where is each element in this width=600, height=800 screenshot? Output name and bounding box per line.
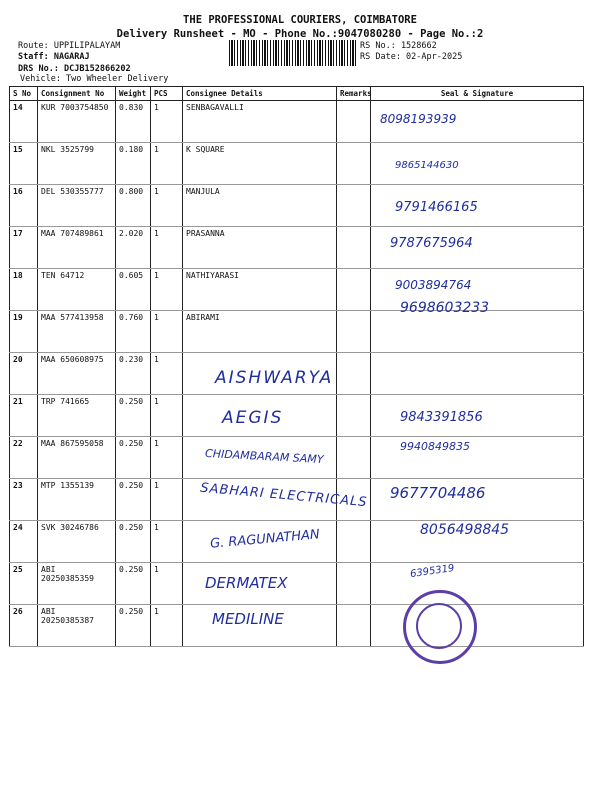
signature: 6395319 xyxy=(409,562,456,581)
cell-consignment: KUR 7003754850 xyxy=(38,101,116,143)
company-title: THE PROFESSIONAL COURIERS, COIMBATORE xyxy=(183,14,417,26)
col-signature: Seal & Signature xyxy=(371,87,584,101)
cell-pcs: 1 xyxy=(151,311,183,353)
cell-consignment: ABI 20250385359 xyxy=(38,563,116,605)
cell-signature xyxy=(371,353,584,395)
col-consignment: Consignment No xyxy=(38,87,116,101)
cell-pcs: 1 xyxy=(151,269,183,311)
cell-consignee: ABIRAMI xyxy=(183,311,337,353)
cell-consignment: MAA 867595058 xyxy=(38,437,116,479)
signature: 9003894764 xyxy=(395,278,472,292)
col-consignee: Consignee Details xyxy=(183,87,337,101)
cell-pcs: 1 xyxy=(151,143,183,185)
cell-weight: 0.250 xyxy=(116,563,151,605)
rs-number: RS No.: 1528662 xyxy=(360,41,437,51)
seal-inner-ring xyxy=(416,603,462,649)
signature: 9865144630 xyxy=(395,160,459,171)
cell-pcs: 1 xyxy=(151,521,183,563)
col-sno: S No xyxy=(10,87,38,101)
handwritten-name: AEGIS xyxy=(222,408,284,428)
cell-sno: 19 xyxy=(10,311,38,353)
cell-remarks xyxy=(337,563,371,605)
company-seal-stamp xyxy=(403,590,477,664)
cell-weight: 0.800 xyxy=(116,185,151,227)
cell-remarks xyxy=(337,311,371,353)
signature: 9787675964 xyxy=(390,236,473,251)
signature: 9843391856 xyxy=(400,410,483,425)
cell-weight: 0.250 xyxy=(116,479,151,521)
drs-label: DRS No.: DCJB152866202 xyxy=(18,64,131,74)
cell-consignment: MAA 650608975 xyxy=(38,353,116,395)
cell-consignment: MTP 1355139 xyxy=(38,479,116,521)
cell-consignee: NATHIYARASI xyxy=(183,269,337,311)
cell-sno: 23 xyxy=(10,479,38,521)
cell-consignee: MANJULA xyxy=(183,185,337,227)
cell-consignee: SENBAGAVALLI xyxy=(183,101,337,143)
col-weight: Weight xyxy=(116,87,151,101)
runsheet-subtitle: Delivery Runsheet - MO - Phone No.:9047080280 - Page No.:2 xyxy=(116,28,484,40)
cell-remarks xyxy=(337,395,371,437)
cell-consignment: DEL 530355777 xyxy=(38,185,116,227)
cell-signature xyxy=(371,311,584,353)
vehicle-label: Vehicle: Two Wheeler Delivery xyxy=(20,74,169,84)
table-row xyxy=(10,101,584,143)
cell-pcs: 1 xyxy=(151,185,183,227)
signature: 8098193939 xyxy=(380,112,457,126)
cell-sno: 21 xyxy=(10,395,38,437)
cell-sno: 16 xyxy=(10,185,38,227)
table-row xyxy=(10,143,584,185)
cell-sno: 17 xyxy=(10,227,38,269)
cell-consignment: NKL 3525799 xyxy=(38,143,116,185)
cell-pcs: 1 xyxy=(151,563,183,605)
table-row xyxy=(10,563,584,605)
signature: 9698603233 xyxy=(400,300,490,316)
runsheet-table xyxy=(9,86,584,647)
cell-pcs: 1 xyxy=(151,605,183,647)
cell-consignee: K SQUARE xyxy=(183,143,337,185)
cell-signature xyxy=(371,563,584,605)
cell-remarks xyxy=(337,605,371,647)
cell-sno: 18 xyxy=(10,269,38,311)
cell-weight: 0.230 xyxy=(116,353,151,395)
cell-weight: 0.250 xyxy=(116,395,151,437)
staff-label: Staff: NAGARAJ xyxy=(18,52,90,62)
cell-remarks xyxy=(337,227,371,269)
cell-weight: 0.250 xyxy=(116,521,151,563)
signature: 9677704486 xyxy=(390,484,486,502)
cell-remarks xyxy=(337,437,371,479)
table-row xyxy=(10,311,584,353)
table-header xyxy=(10,87,584,101)
col-remarks: Remarks xyxy=(337,87,371,101)
cell-consignment: TRP 741665 xyxy=(38,395,116,437)
signature: 9940849835 xyxy=(400,440,470,453)
cell-remarks xyxy=(337,269,371,311)
cell-sno: 26 xyxy=(10,605,38,647)
handwritten-name: DERMATEX xyxy=(205,574,288,592)
cell-consignment: MAA 577413958 xyxy=(38,311,116,353)
col-pcs: PCS xyxy=(151,87,183,101)
cell-remarks xyxy=(337,143,371,185)
table-row xyxy=(10,269,584,311)
handwritten-name: CHIDAMBARAM SAMY xyxy=(204,446,324,467)
handwritten-name: SABHARI ELECTRICALS xyxy=(199,480,369,511)
cell-remarks xyxy=(337,101,371,143)
table-row xyxy=(10,605,584,647)
cell-weight: 0.250 xyxy=(116,437,151,479)
rs-date: RS Date: 02-Apr-2025 xyxy=(360,52,463,62)
cell-remarks xyxy=(337,185,371,227)
cell-sno: 20 xyxy=(10,353,38,395)
handwritten-name: G. RAGUNATHAN xyxy=(209,527,321,552)
handwritten-name: MEDILINE xyxy=(212,610,284,628)
cell-consignment: MAA 707489861 xyxy=(38,227,116,269)
cell-weight: 0.605 xyxy=(116,269,151,311)
cell-consignment: SVK 30246786 xyxy=(38,521,116,563)
cell-consignment: TEN 64712 xyxy=(38,269,116,311)
cell-remarks xyxy=(337,353,371,395)
cell-consignment: ABI 20250385387 xyxy=(38,605,116,647)
cell-pcs: 1 xyxy=(151,101,183,143)
cell-sno: 14 xyxy=(10,101,38,143)
cell-weight: 0.180 xyxy=(116,143,151,185)
table-row xyxy=(10,395,584,437)
cell-pcs: 1 xyxy=(151,353,183,395)
cell-pcs: 1 xyxy=(151,395,183,437)
cell-weight: 0.250 xyxy=(116,605,151,647)
route-label: Route: UPPILIPALAYAM xyxy=(18,41,121,51)
barcode-image xyxy=(229,40,356,66)
handwritten-name: AISHWARYA xyxy=(215,368,334,388)
cell-sno: 15 xyxy=(10,143,38,185)
table-row xyxy=(10,227,584,269)
signature: 8056498845 xyxy=(420,522,510,538)
signature: 9791466165 xyxy=(395,200,478,215)
cell-remarks xyxy=(337,521,371,563)
cell-consignee: PRASANNA xyxy=(183,227,337,269)
cell-weight: 0.830 xyxy=(116,101,151,143)
cell-sno: 25 xyxy=(10,563,38,605)
cell-pcs: 1 xyxy=(151,479,183,521)
cell-weight: 0.760 xyxy=(116,311,151,353)
cell-sno: 22 xyxy=(10,437,38,479)
cell-pcs: 1 xyxy=(151,437,183,479)
cell-pcs: 1 xyxy=(151,227,183,269)
cell-weight: 2.020 xyxy=(116,227,151,269)
cell-sno: 24 xyxy=(10,521,38,563)
table-row xyxy=(10,185,584,227)
